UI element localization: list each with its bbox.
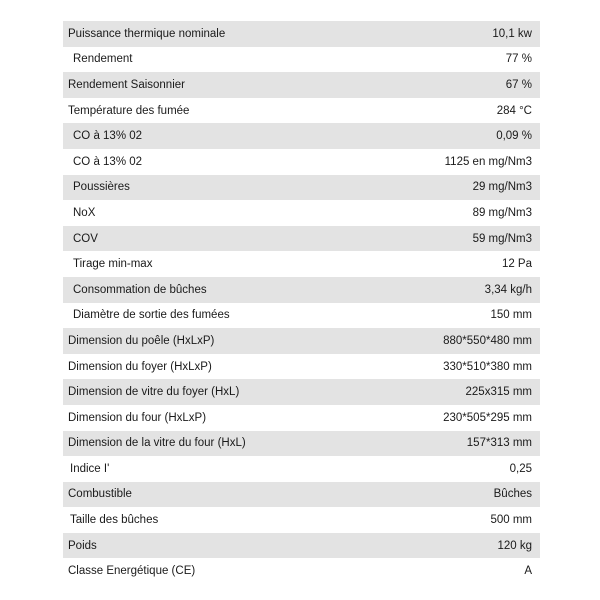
spec-value: A — [524, 565, 532, 578]
spec-label: Consommation de bûches — [73, 283, 207, 296]
spec-value: 29 mg/Nm3 — [472, 181, 532, 194]
table-row — [63, 226, 540, 252]
spec-value: 0,25 — [509, 462, 532, 475]
spec-value: 1125 en mg/Nm3 — [444, 155, 532, 168]
spec-value: 230*505*295 mm — [443, 411, 532, 424]
table-row — [63, 175, 540, 201]
table-row — [63, 431, 540, 457]
spec-value: 500 mm — [490, 514, 532, 527]
table-row — [63, 456, 540, 482]
table-row — [63, 354, 540, 380]
table-row — [63, 405, 540, 431]
spec-label: NoX — [73, 206, 96, 219]
spec-label: Dimension du foyer (HxLxP) — [68, 360, 212, 373]
spec-label: Poids — [68, 539, 97, 552]
table-row — [63, 251, 540, 277]
table-row — [63, 123, 540, 149]
table-row — [63, 277, 540, 303]
table-row — [63, 533, 540, 559]
spec-label: Poussières — [73, 181, 130, 194]
spec-value: 330*510*380 mm — [443, 360, 532, 373]
spec-label: Dimension de la vitre du four (HxL) — [68, 437, 246, 450]
spec-label: Rendement — [73, 53, 133, 66]
spec-value: 157*313 mm — [466, 437, 532, 450]
specifications-table — [63, 21, 540, 584]
spec-label: Taille des bûches — [70, 514, 159, 527]
table-row — [63, 98, 540, 124]
spec-label: Indice I' — [70, 462, 110, 475]
table-row — [63, 21, 540, 47]
spec-label: Diamètre de sortie des fumées — [73, 309, 230, 322]
spec-label: CO à 13% 02 — [73, 130, 143, 143]
spec-value: 880*550*480 mm — [443, 334, 532, 347]
table-row — [63, 328, 540, 354]
spec-value: 10,1 kw — [492, 27, 532, 40]
spec-value: 77 % — [505, 53, 532, 66]
table-row — [63, 507, 540, 533]
table-row — [63, 303, 540, 329]
table-row — [63, 149, 540, 175]
spec-value: 89 mg/Nm3 — [472, 206, 532, 219]
spec-label: CO à 13% 02 — [73, 155, 143, 168]
spec-label: Dimension de vitre du foyer (HxL) — [68, 386, 240, 399]
spec-label: Température des fumée — [68, 104, 190, 117]
spec-value: 284 °C — [496, 104, 532, 117]
spec-value: 120 kg — [497, 539, 532, 552]
table-row — [63, 72, 540, 98]
spec-label: COV — [73, 232, 98, 245]
spec-value: 67 % — [505, 78, 532, 91]
spec-value: 150 mm — [490, 309, 532, 322]
spec-value: 12 Pa — [501, 258, 532, 271]
table-row — [63, 47, 540, 73]
table-row — [63, 200, 540, 226]
spec-label: Rendement Saisonnier — [68, 78, 185, 91]
spec-value: 0,09 % — [496, 130, 532, 143]
spec-label: Dimension du poêle (HxLxP) — [68, 334, 215, 347]
spec-label: Dimension du four (HxLxP) — [68, 411, 207, 424]
spec-value: 225x315 mm — [465, 386, 532, 399]
table-row — [63, 482, 540, 508]
spec-label: Puissance thermique nominale — [68, 27, 226, 40]
table-row — [63, 379, 540, 405]
spec-label: Tirage min-max — [73, 258, 153, 271]
spec-value: 59 mg/Nm3 — [472, 232, 532, 245]
spec-value: Bûches — [493, 488, 532, 501]
spec-value: 3,34 kg/h — [484, 283, 532, 296]
spec-label: Combustible — [68, 488, 132, 501]
spec-label: Classe Energétique (CE) — [68, 565, 196, 578]
table-row — [63, 558, 540, 584]
